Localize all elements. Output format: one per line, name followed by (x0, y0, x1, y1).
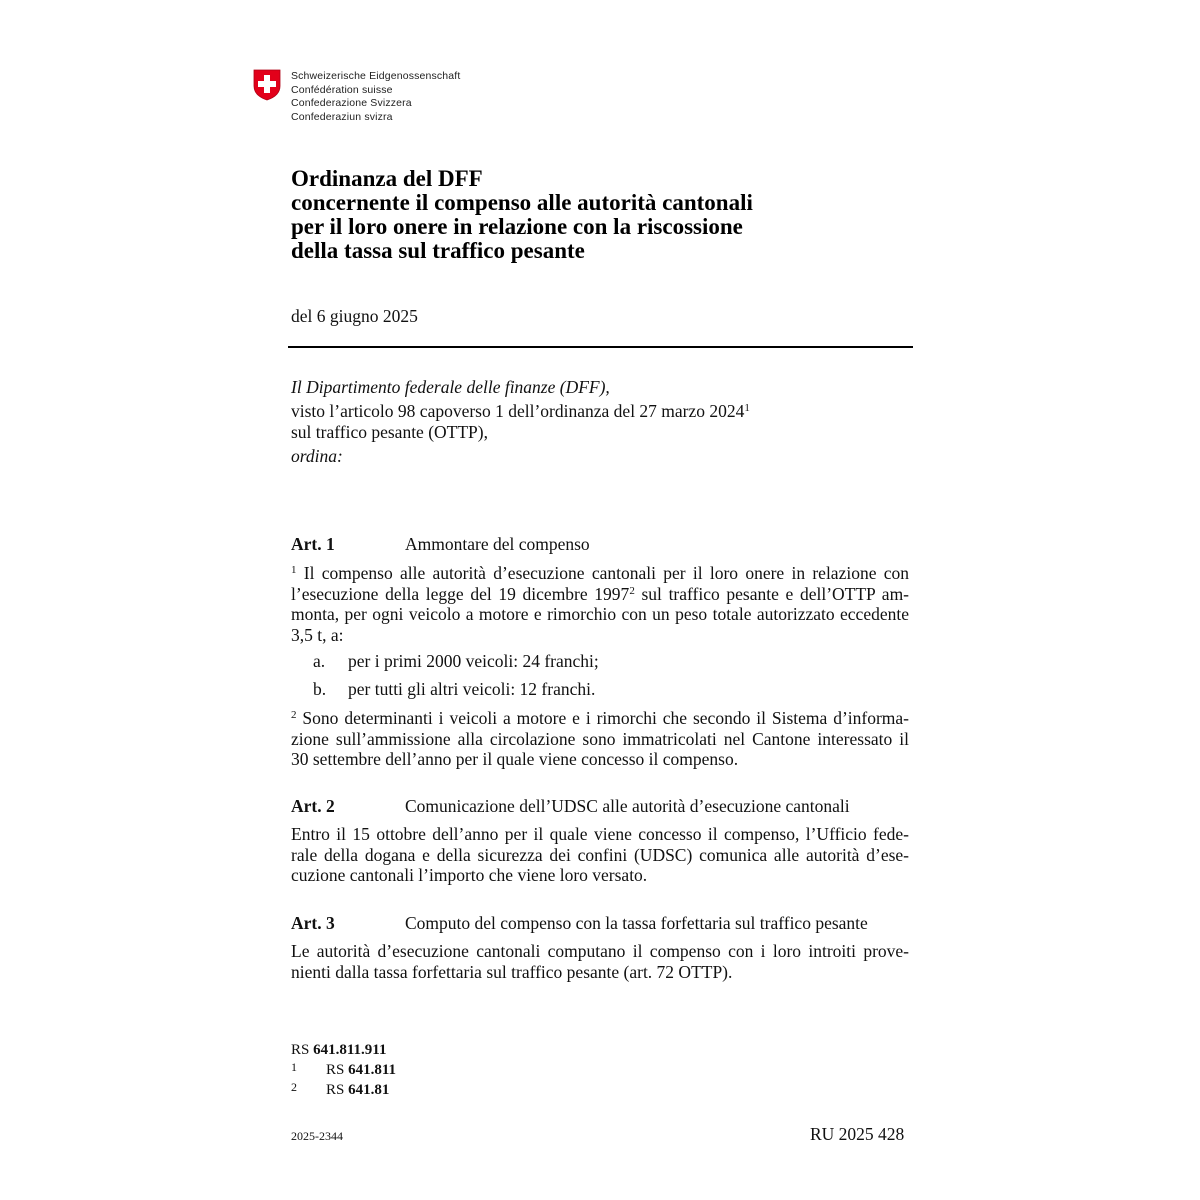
paragraph-number: 1 (291, 564, 297, 576)
paragraph-number: 2 (291, 709, 297, 721)
title-line: della tassa sul traffico pesante (291, 238, 585, 263)
article-3-paragraph (291, 941, 909, 982)
paragraph-line: nienti dalla tassa forfettaria sul traffico pesante (art. 72 OTTP). (291, 961, 733, 982)
article-title: Comunicazione dell’UDSC alle autorità d’esecuzione cantonali (405, 796, 850, 816)
document-number: 2025-2344 (291, 1129, 343, 1143)
rs-reference (291, 1042, 396, 1059)
document-date: del 6 giugno 2025 (291, 306, 418, 326)
footnote-number: 1 (291, 1060, 297, 1074)
item-text: per tutti gli altri veicoli: 12 franchi. (348, 679, 596, 699)
paragraph-line: 3,5 t, a: (291, 624, 344, 645)
paragraph-line: 30 settembre dell’anno per il quale viene concesso il compenso. (291, 749, 739, 769)
footnote-2 (291, 1079, 396, 1099)
preamble-orders: ordina: (291, 446, 343, 466)
item-text: per i primi 2000 veicoli: 24 franchi; (348, 651, 599, 671)
paragraph-line (291, 584, 909, 605)
paragraph-line (291, 708, 909, 729)
article-2-heading (291, 796, 911, 817)
footnote-ref-1[interactable]: 1 (744, 402, 750, 414)
item-label: b. (313, 679, 327, 699)
footnote-number: 2 (291, 1080, 297, 1094)
paragraph-line: rale della dogana e della sicurezza dei confini (UDSC) comunica alle autorità d’ese- (291, 844, 909, 865)
article-1-paragraph-1 (291, 563, 909, 645)
item-label: a. (313, 651, 326, 671)
preamble (291, 377, 911, 467)
article-1-heading (291, 534, 911, 555)
list-item (313, 651, 599, 672)
article-2-paragraph (291, 824, 909, 886)
article-1-paragraph-2 (291, 708, 909, 770)
line-text: l’esecuzione della legge del 19 dicembre 1997 (291, 583, 630, 604)
footnote-ref[interactable]: 641.81 (348, 1082, 390, 1098)
footnotes-block (291, 1042, 396, 1099)
article-title: Ammontare del compenso (405, 534, 590, 554)
title-line: per il loro onere in relazione con la riscossione (291, 214, 743, 239)
paragraph-line: cuzione cantonali l’importo che viene loro versato. (291, 865, 648, 885)
preamble-basis-text: visto l’articolo 98 capoverso 1 dell’ordinanza del 27 marzo 2024 (291, 401, 745, 421)
rs-number: 641.811.911 (313, 1042, 387, 1058)
preamble-basis (291, 401, 911, 422)
article-3-heading (291, 913, 911, 934)
confed-line-rm: Confederaziun svizra (291, 110, 393, 123)
article-number: Art. 2 (291, 796, 335, 816)
line-text: Sono determinanti i veicoli a motore e i rimorchi che secondo il Sistema d’informa- (302, 708, 910, 728)
rs-prefix: RS (291, 1042, 310, 1058)
article-number: Art. 3 (291, 913, 335, 933)
official-compilation-ref: RU 2025 428 (810, 1124, 905, 1144)
title-line: concernente il compenso alle autorità cantonali (291, 190, 753, 215)
confed-line-fr: Confédération suisse (291, 83, 393, 96)
line-text: sul traffico pesante e dell’OTTP am- (641, 583, 910, 604)
paragraph-line: Le autorità d’esecuzione cantonali computano il compenso con i loro introiti prove- (291, 941, 909, 961)
article-title: Computo del compenso con la tassa forfettaria sul traffico pesante (405, 913, 868, 933)
confederation-names (291, 70, 460, 124)
confed-line-it: Confederazione Svizzera (291, 97, 412, 109)
document-title (291, 167, 911, 263)
footnote-ref-2[interactable]: 2 (629, 584, 635, 597)
footnote-prefix: RS (326, 1062, 345, 1078)
preamble-basis-cont: sul traffico pesante (OTTP), (291, 422, 488, 442)
article-number: Art. 1 (291, 534, 335, 554)
footnote-1 (291, 1059, 396, 1079)
line-text: Il compenso alle autorità d’esecuzione cantonali per il loro onere in relazione con (303, 563, 910, 583)
paragraph-line: monta, per ogni veicolo a motore e rimorchio con un peso totale autorizzato eccedente (291, 604, 909, 624)
swiss-cross-icon (253, 69, 281, 101)
confed-line-de: Schweizerische Eidgenossenschaft (291, 70, 461, 82)
footnote-ref[interactable]: 641.811 (348, 1062, 397, 1078)
paragraph-line: zione sull’ammissione alla circolazione sono immatricolati nel Cantone interessato il (291, 728, 909, 749)
paragraph-line (291, 563, 909, 584)
paragraph-line: Entro il 15 ottobre dell’anno per il quale viene concesso il compenso, l’Ufficio fede- (291, 824, 909, 844)
footnote-prefix: RS (326, 1082, 345, 1098)
list-item (313, 679, 595, 700)
title-divider (288, 346, 913, 348)
preamble-authority: Il Dipartimento federale delle finanze (DFF), (291, 377, 610, 397)
title-line: Ordinanza del DFF (291, 166, 483, 191)
